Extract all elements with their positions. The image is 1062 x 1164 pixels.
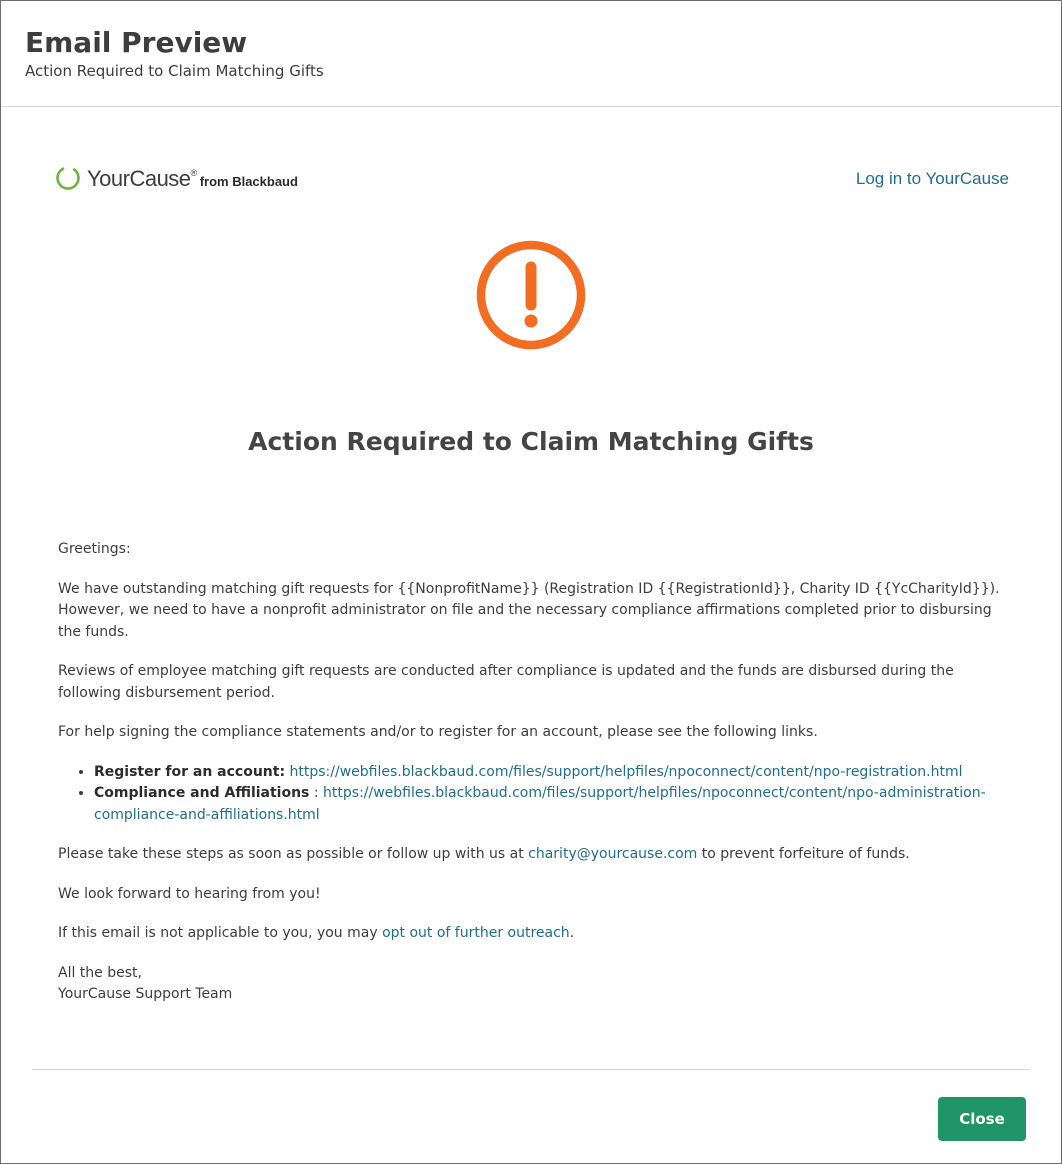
opt-out-link[interactable]: opt out of further outreach — [382, 925, 570, 941]
signoff: All the best, YourCause Support Team — [58, 964, 233, 1002]
email-heading: Action Required to Claim Matching Gifts — [248, 427, 814, 456]
modal-header — [1, 1, 1061, 107]
paragraph-contact: Please take these steps as soon as possible or follow up with us at charity@yourcause.com to prevent forfeiture of funds. — [58, 846, 910, 862]
paragraph-opt-out: If this email is not applicable to you, you may opt out of further outreach. — [58, 925, 575, 941]
paragraph-reviews: Reviews of employee matching gift requests are conducted after compliance is updated and the funds are disbursed during the following disbursement period. — [58, 663, 954, 701]
logo-from-blackbaud: from Blackbaud — [199, 174, 298, 189]
footer-divider — [32, 1069, 1030, 1070]
login-link[interactable]: Log in to YourCause — [855, 169, 1009, 188]
yourcause-logo — [55, 165, 298, 191]
contact-email-link[interactable]: charity@yourcause.com — [528, 846, 698, 862]
compliance-separator: : — [309, 785, 324, 801]
close-button[interactable]: Close — [938, 1097, 1026, 1141]
paragraph-look-forward: We look forward to hearing from you! — [58, 885, 321, 902]
paragraph-outstanding-requests: We have outstanding matching gift requests for {{NonprofitName}} (Registration ID {{RegistrationId}}, Charity ID {{YcCharityId}}). However, we need to have a nonprofit administrator on file and the necessary compliance affirmations completed prior to disbursing the funds. — [58, 580, 1000, 640]
list-item-compliance — [94, 783, 1008, 826]
list-item-register — [94, 762, 1008, 784]
paragraph-help: For help signing the compliance statements and/or to register for an account, please see the following links. — [58, 724, 818, 740]
register-label: Register for an account: — [94, 763, 286, 780]
email-content — [58, 539, 1008, 1024]
signature: YourCause Support Team — [58, 986, 233, 1002]
greeting: Greetings: — [58, 541, 131, 557]
logo-brand: YourCause® — [87, 166, 197, 191]
modal-title: Email Preview — [25, 26, 248, 59]
logo-ring-icon — [55, 165, 81, 191]
modal-subtitle: Action Required to Claim Matching Gifts — [25, 62, 324, 80]
compliance-link[interactable]: https://webfiles.blackbaud.com/files/support/helpfiles/npoconnect/content/npo-administration-compliance-and-affiliations.html — [94, 785, 986, 823]
register-link[interactable]: https://webfiles.blackbaud.com/files/support/helpfiles/npoconnect/content/npo-registration.html — [289, 763, 963, 780]
help-links-list — [58, 762, 1008, 827]
exclamation-circle-icon — [475, 239, 587, 351]
email-body — [1, 107, 1061, 1067]
compliance-label: Compliance and Affiliations — [94, 785, 310, 801]
